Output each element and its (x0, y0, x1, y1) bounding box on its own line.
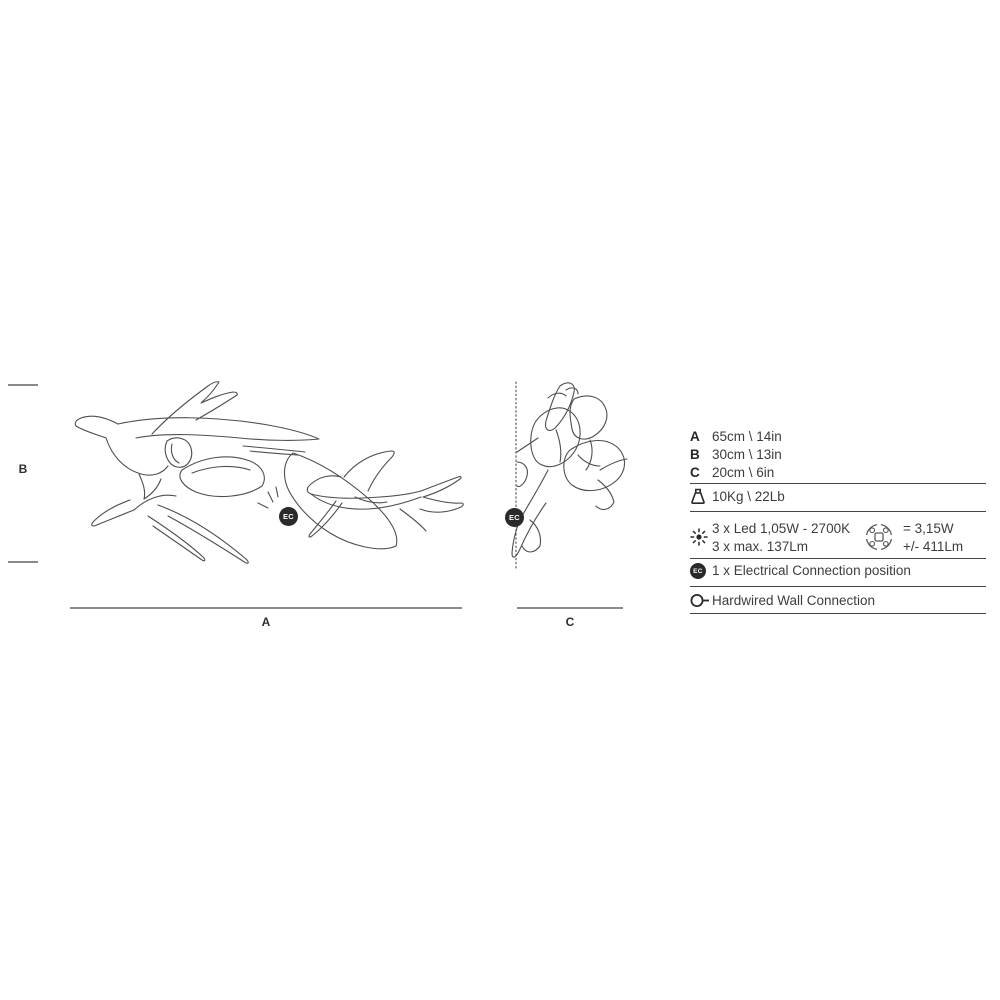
spec-total-watts: = 3,15W (903, 521, 954, 536)
brightness-icon (690, 528, 708, 546)
dimension-c-label: C (565, 615, 575, 629)
spec-dim-b-key: B (690, 447, 700, 462)
spec-led-line2: 3 x max. 137Lm (712, 539, 809, 554)
dimension-a-line (70, 607, 462, 609)
divider (690, 511, 986, 512)
spec-mounting: Hardwired Wall Connection (712, 593, 876, 608)
swallow-lower-streamer1 (158, 505, 248, 563)
spec-dimension-c (690, 464, 774, 482)
dimension-b-top-tick (8, 384, 38, 386)
swallow-left-eye-loop (165, 438, 192, 467)
spec-total-lumens: +/- 411Lm (903, 539, 964, 554)
swallow-right-streamer (400, 509, 426, 531)
spec-dim-c-key: C (690, 465, 700, 480)
spec-dim-a-value: 65cm \ 14in (712, 429, 782, 444)
dimension-b-bottom-tick (8, 561, 38, 563)
dimension-a-label: A (261, 615, 271, 629)
spec-dimension-a (690, 428, 782, 446)
side-view-ec-badge: EC (505, 508, 524, 527)
spec-dim-c-value: 20cm \ 6in (712, 465, 775, 480)
weight-icon (690, 488, 706, 505)
divider (690, 558, 986, 559)
spec-dim-a-key: A (690, 429, 700, 444)
side-wing-3 (531, 408, 580, 467)
dimension-c-line (517, 607, 623, 609)
divider (690, 483, 986, 484)
front-view-ec-badge: EC (279, 507, 298, 526)
swallow-right-tail-prong2 (420, 497, 463, 512)
front-view-drawing (60, 372, 470, 582)
spec-weight: 10Kg \ 22Lb (712, 489, 785, 504)
spec-dim-b-value: 30cm \ 13in (712, 447, 782, 462)
ec-badge-icon: EC (690, 563, 706, 579)
wall-connection-icon (690, 593, 711, 608)
side-wall-mount (517, 438, 538, 487)
side-wing-1 (546, 383, 575, 431)
swallow-lower-wing (92, 500, 134, 526)
divider (690, 586, 986, 587)
swallow-left-head (75, 416, 118, 438)
led-module-icon (864, 522, 894, 552)
ec-position-marks (258, 487, 278, 508)
swallow-left-tuft (139, 474, 161, 499)
swallow-right-tail-prong1 (421, 477, 461, 497)
spec-electrical-connection: 1 x Electrical Connection position (712, 563, 911, 578)
swallow-left-body (106, 438, 168, 475)
center-wing-leaf (180, 457, 264, 497)
side-view-drawing (490, 372, 635, 592)
side-lower-detail (522, 520, 541, 552)
spec-led-line1: 3 x Led 1,05W - 2700K (712, 521, 851, 536)
center-body-band (284, 453, 396, 549)
dimension-b-label: B (18, 462, 28, 476)
swallow-lower-body (134, 495, 176, 510)
swallow-left-tail (152, 382, 237, 434)
spec-dimension-b (690, 446, 782, 464)
divider (690, 613, 986, 614)
swallow-left-wing (118, 418, 319, 441)
